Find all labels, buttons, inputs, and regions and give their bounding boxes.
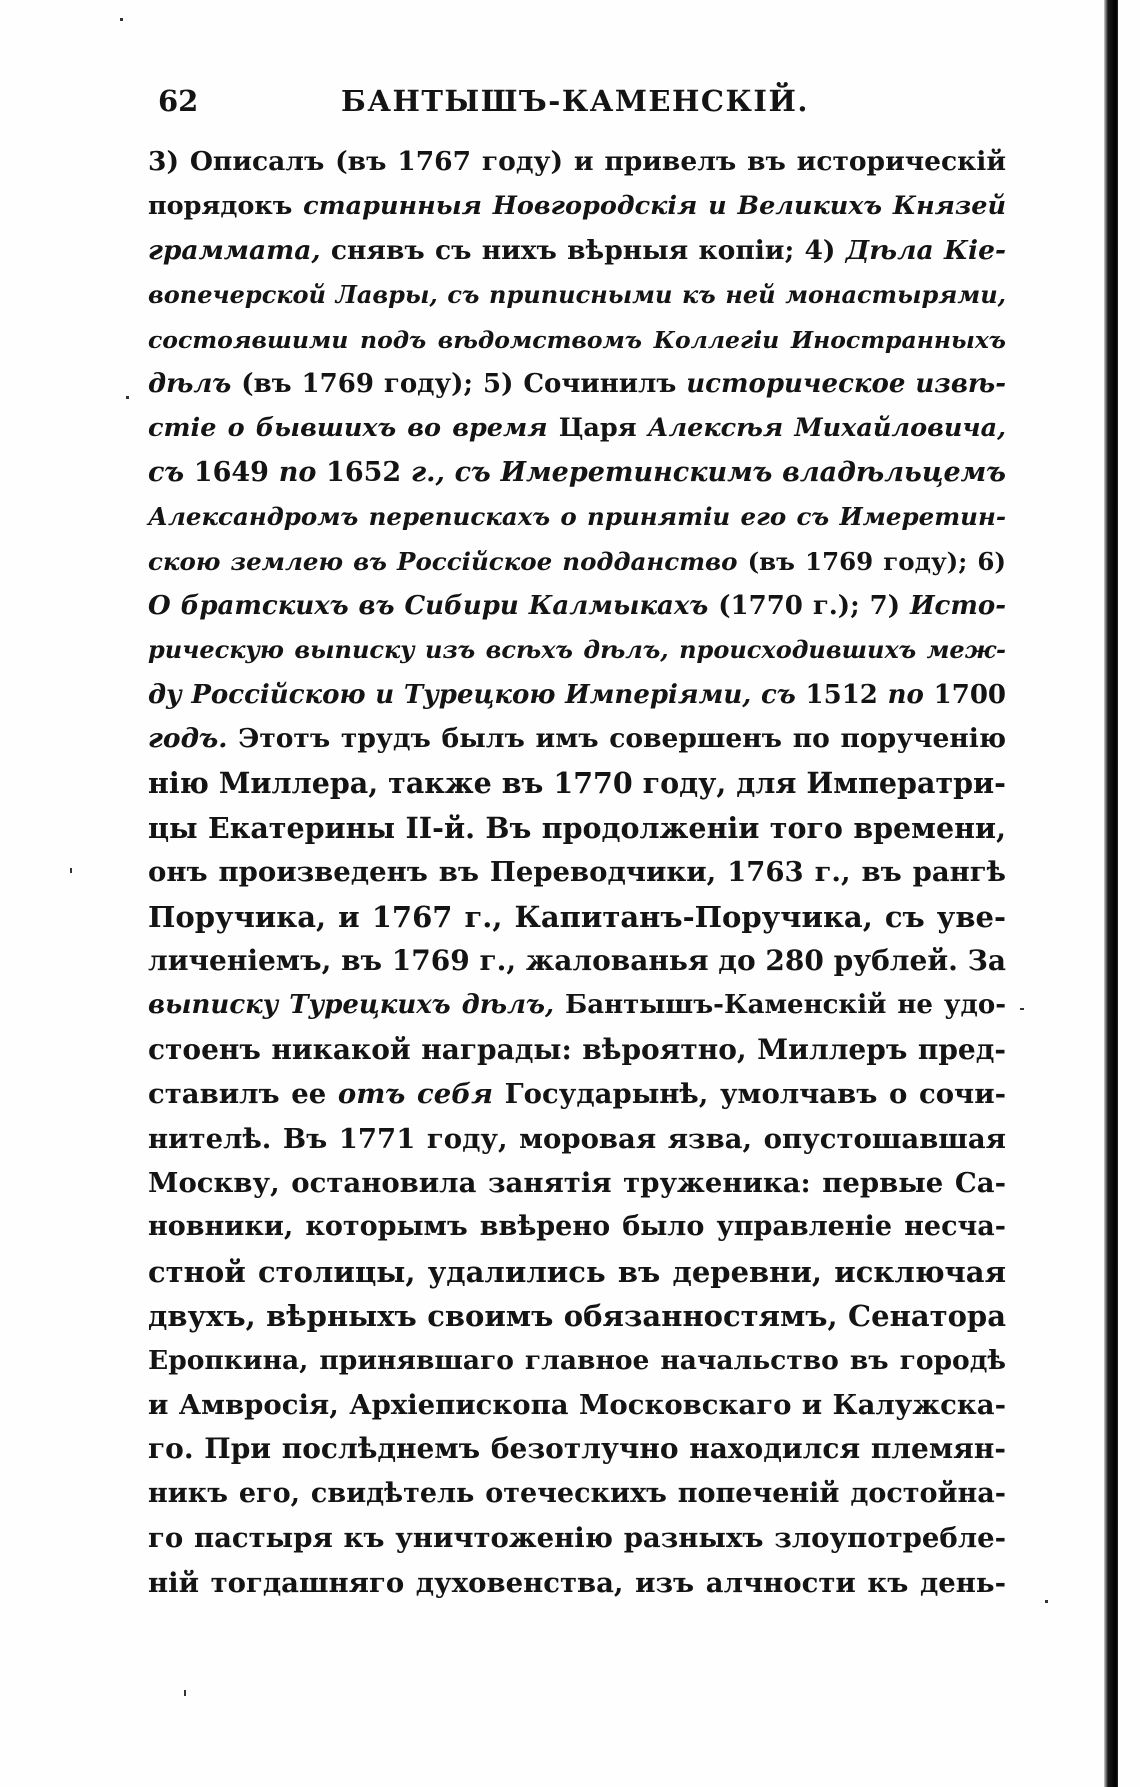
text-run: личеніемъ, въ 1769 г., жалованья до 280 рублей. За <box>148 944 1006 978</box>
text-line <box>148 983 1006 1027</box>
text-line <box>148 406 1006 450</box>
text-run: (въ 1769 году); 5) Сочинилъ <box>231 368 687 399</box>
italic-run: по <box>278 456 317 488</box>
italic-run: старинныя Новгородскія и Великихъ Князей <box>303 191 1006 222</box>
text-run: снявъ съ нихъ вѣрныя копіи; 4) <box>320 234 846 266</box>
text-run: Поручика, и 1767 г., Капитанъ-Поручика, съ уве- <box>148 899 1006 934</box>
italic-run: состоявшими подъ вѣдомствомъ Коллегіи Иностранныхъ <box>148 325 1006 354</box>
italic-run: О братскихъ въ Сибири Калмыкахъ <box>148 590 709 621</box>
italic-run: отъ себя <box>337 1078 493 1111</box>
text-line <box>148 273 1006 317</box>
text-run: цы Екатерины II-й. Въ продолженіи того времени, <box>148 810 1006 845</box>
text-line <box>148 584 1006 628</box>
text-run: го пастыря къ уничтоженію разныхъ злоупотребле- <box>148 1522 1006 1555</box>
text-line <box>148 1472 1006 1516</box>
text-run: Москву, остановила занятія труженика: первые Са- <box>148 1166 1006 1199</box>
italic-run: Алексѣя Михайловича, <box>647 413 1006 444</box>
text-run: Царя <box>547 413 648 444</box>
text-line <box>148 229 1006 273</box>
text-run: (1770 г.); 7) <box>708 590 910 621</box>
italic-run: дѣлъ <box>148 368 232 399</box>
running-head: БАНТЫШЪ-КАМЕНСКІЙ. <box>341 84 809 118</box>
scan-speck <box>126 396 129 399</box>
text-line <box>148 806 1006 850</box>
text-line <box>148 850 1006 894</box>
text-line <box>148 1205 1006 1249</box>
text-run: порядокъ <box>148 191 304 222</box>
text-run: ставилъ ее <box>148 1078 338 1111</box>
text-line <box>148 318 1006 362</box>
italic-run: скою землею въ Россійское подданство <box>148 546 738 576</box>
text-line <box>148 1161 1006 1205</box>
italic-run: стіе о бывшихъ во время <box>148 413 548 444</box>
text-line <box>148 1427 1006 1471</box>
italic-run: выписку Турецкихъ дѣлъ, <box>148 990 555 1021</box>
text-run: 3) Описалъ (въ 1767 году) и привелъ въ историческій <box>148 146 1006 177</box>
scan-speck <box>1045 1600 1048 1603</box>
italic-run: съ Имеретинскимъ владѣльцемъ <box>454 456 1006 488</box>
italic-run: рическую выписку изъ всѣхъ дѣлъ, происходившихъ меж- <box>148 635 1006 665</box>
italic-run: по <box>887 679 924 710</box>
scan-speck <box>120 18 123 21</box>
text-run: нителѣ. Въ 1771 году, моровая язва, опустошавшая <box>148 1122 1006 1155</box>
text-run: никъ его, свидѣтель отеческихъ попеченій достойна- <box>148 1477 1006 1509</box>
text-run: стной столицы, удалились въ деревни, исключая <box>148 1254 1006 1289</box>
text-line <box>148 1516 1006 1560</box>
italic-run: годъ. <box>148 723 228 755</box>
text-line <box>148 717 1006 761</box>
text-run: Еропкина, принявшаго главное начальство въ городѣ <box>148 1344 1006 1376</box>
text-line <box>148 540 1006 584</box>
text-run: новники, которымъ ввѣрено было управленіе несча- <box>148 1211 1006 1243</box>
text-line <box>148 939 1006 983</box>
italic-run: Дѣла Кіе- <box>845 234 1006 266</box>
italic-run: г., <box>410 456 445 488</box>
text-run: Этотъ трудъ былъ имъ совершенъ по порученію <box>227 723 1006 755</box>
italic-run: Александромъ перепискахъ о принятіи его съ Имеретин- <box>148 502 1006 532</box>
text-line <box>148 1561 1006 1605</box>
text-line <box>148 761 1006 805</box>
text-run: 1700 <box>923 679 1006 710</box>
text-run: и Амвросія, Архіепископа Московскаго и Калужска- <box>148 1388 1006 1421</box>
text-line <box>148 1383 1006 1427</box>
italic-run: съ <box>148 456 185 488</box>
text-run: нію Миллера, также въ 1770 году, для Императри- <box>148 766 1006 801</box>
italic-run: историческое извѣ- <box>686 368 1006 399</box>
text-line <box>148 451 1006 495</box>
text-run: (въ 1769 году); 6) <box>737 546 1006 576</box>
italic-run: Исто- <box>909 590 1006 621</box>
text-run: стоенъ никакой награды: вѣроятно, Миллеръ пред- <box>148 1032 1006 1066</box>
text-run: онъ произведенъ въ Переводчики, 1763 г., въ рангѣ <box>148 856 1006 889</box>
body-text <box>148 140 1006 1605</box>
text-line <box>148 628 1006 672</box>
text-run: Бантышъ-Каменскій не удо- <box>554 990 1006 1021</box>
text-run <box>445 457 455 488</box>
text-line <box>148 895 1006 939</box>
page-header <box>150 84 1000 130</box>
text-line <box>148 140 1006 184</box>
text-line <box>148 184 1006 228</box>
text-line <box>148 1117 1006 1161</box>
text-run: ній тогдашняго духовенства, изъ алчности къ день- <box>148 1566 1006 1599</box>
text-line <box>148 1028 1006 1072</box>
scan-speck <box>1020 1008 1024 1010</box>
text-run: 1649 <box>184 456 279 488</box>
text-line <box>148 1072 1006 1116</box>
text-line <box>148 362 1006 406</box>
text-line <box>148 495 1006 539</box>
text-run: Государынѣ, умолчавъ о сочи- <box>492 1078 1007 1111</box>
text-run: 1652 <box>316 456 411 488</box>
text-line <box>148 1250 1006 1294</box>
scan-speck <box>184 1690 186 1696</box>
italic-run: граммата, <box>148 234 321 266</box>
page-number: 62 <box>158 84 199 118</box>
text-run: го. При послѣднемъ безотлучно находился племян- <box>148 1432 1006 1466</box>
text-line <box>148 673 1006 717</box>
text-run: 1512 <box>795 679 888 710</box>
text-line <box>148 1294 1006 1338</box>
text-run: двухъ, вѣрныхъ своимъ обязанностямъ, Сенатора <box>148 1299 1006 1334</box>
italic-run: ду Россійскою и Турецкою Имперіями, съ <box>148 679 796 710</box>
scan-speck <box>70 868 72 873</box>
page-spine-edge <box>1104 0 1118 1787</box>
italic-run: вопечерской Лавры, съ приписными къ ней монастырями, <box>148 280 1006 310</box>
text-line <box>148 1339 1006 1383</box>
